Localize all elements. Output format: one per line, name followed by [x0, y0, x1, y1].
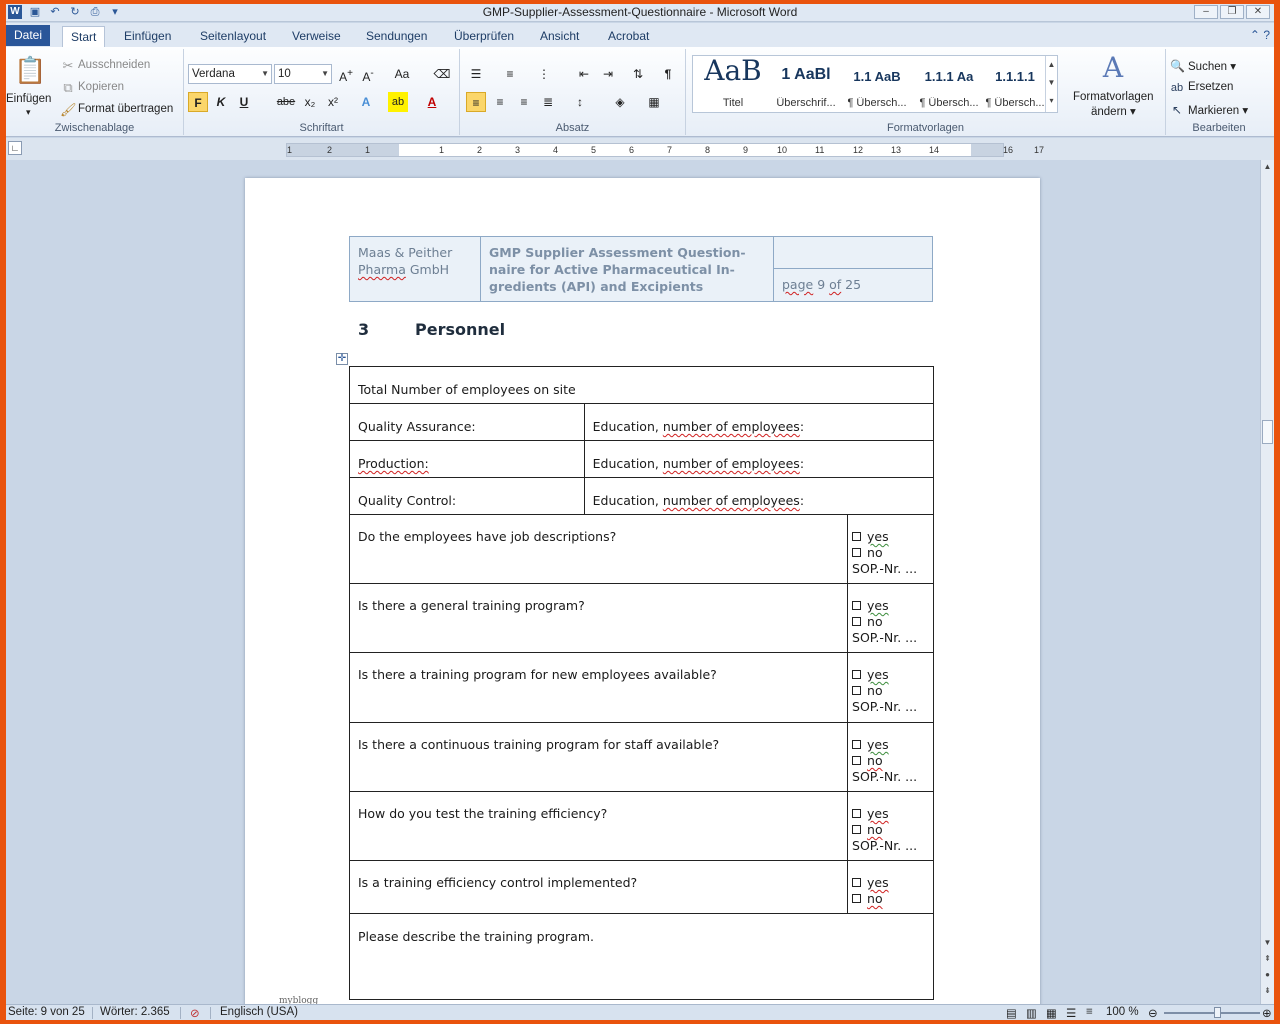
table-row	[350, 515, 934, 584]
answer-cell[interactable]: yes no	[848, 861, 934, 914]
checkbox[interactable]	[852, 756, 861, 765]
checkbox[interactable]	[852, 686, 861, 695]
shrink-font-icon[interactable]: A-	[362, 68, 374, 84]
print-layout-icon[interactable]: ▤	[1006, 1008, 1017, 1020]
align-right-icon[interactable]: ≡	[520, 95, 528, 109]
zoom-slider[interactable]	[1164, 1012, 1260, 1014]
cut-icon: ✂	[62, 58, 74, 73]
select-cursor-icon: ↖	[1171, 103, 1183, 117]
zoom-level[interactable]: 100 %	[1106, 1006, 1139, 1018]
chevron-down-icon: ▼	[321, 69, 329, 78]
shading-icon[interactable]: ◈	[615, 95, 625, 109]
table-row	[350, 584, 934, 653]
table-row	[350, 723, 934, 792]
group-label-editing: Bearbeiten	[1192, 122, 1246, 134]
styles-gallery	[692, 55, 1058, 113]
paste-dropdown-icon[interactable]: ▾	[26, 107, 31, 117]
align-left-icon[interactable]: ≡	[466, 92, 486, 112]
watermark: myblogg	[279, 996, 319, 1004]
answer-cell[interactable]: yes no SOP.-Nr. ...	[848, 653, 934, 723]
horizontal-ruler[interactable]: 1 2 1 1 2 3 4 5 6 7 8 9 10 11 12 13 14 16	[287, 145, 1014, 155]
status-bar	[6, 1004, 1274, 1020]
align-center-icon[interactable]: ≡	[496, 95, 504, 109]
header-page: page 9 of 25	[782, 277, 862, 292]
tab-insert[interactable]: Einfügen	[124, 29, 172, 43]
save-icon[interactable]: ▣	[29, 6, 41, 18]
group-label-clipboard: Zwischenablage	[54, 122, 135, 134]
superscript-button[interactable]: x²	[328, 95, 338, 109]
word-logo-icon[interactable]: W	[8, 5, 22, 19]
copy-button[interactable]: Kopieren	[78, 81, 125, 93]
decrease-indent-icon[interactable]: ⇤	[578, 67, 590, 81]
print-preview-icon[interactable]: ⎙	[90, 6, 100, 18]
tab-view[interactable]: Ansicht	[540, 29, 580, 43]
increase-indent-icon[interactable]: ⇥	[602, 67, 614, 81]
table-move-handle-icon[interactable]: ✛	[337, 353, 347, 364]
zoom-slider-knob[interactable]	[1214, 1007, 1221, 1018]
answer-cell[interactable]: yes no SOP.-Nr. ...	[848, 723, 934, 792]
scroll-thumb[interactable]	[1262, 420, 1273, 444]
checkbox[interactable]	[852, 601, 861, 610]
borders-icon[interactable]: ▦	[648, 95, 660, 109]
answer-cell[interactable]: yes no SOP.-Nr. ...	[848, 515, 934, 584]
paste-button[interactable]: Einfügen	[6, 93, 52, 105]
redo-icon[interactable]: ↻	[70, 6, 80, 18]
style-heading4[interactable]: 1.1.1.1 ¶ Übersch...	[985, 69, 1045, 109]
find-button[interactable]: Suchen ▾	[1188, 61, 1236, 73]
tab-references[interactable]: Verweise	[292, 29, 341, 43]
previous-page-icon[interactable]: ⇞	[1264, 954, 1271, 963]
dept-cell[interactable]: Quality Control:	[350, 478, 585, 515]
browse-object-icon[interactable]: ●	[1265, 970, 1270, 979]
checkbox[interactable]	[852, 894, 861, 903]
next-page-icon[interactable]: ⇟	[1264, 986, 1271, 995]
header-title: GMP Supplier Assessment Question-naire for Active Pharmaceutical In-gredients (API) and Excipients	[481, 237, 774, 301]
table-row	[350, 441, 934, 478]
show-formatting-icon[interactable]: ¶	[664, 67, 672, 81]
grow-font-icon[interactable]: A+	[339, 68, 353, 84]
table-row	[350, 792, 934, 861]
change-styles-button-line2[interactable]: ändern ▾	[1091, 106, 1136, 118]
italic-button[interactable]: K	[216, 95, 226, 109]
underline-button[interactable]: U	[239, 95, 249, 109]
paste-icon[interactable]: 📋	[14, 55, 47, 85]
section-heading: 3 Personnel	[358, 320, 506, 339]
table-row	[350, 653, 934, 723]
subscript-button[interactable]: x₂	[304, 95, 316, 109]
checkbox[interactable]	[852, 617, 861, 626]
customize-toolbar-icon[interactable]: ▾	[112, 6, 118, 18]
bullets-icon[interactable]: ☰	[470, 67, 482, 81]
personnel-table	[349, 366, 934, 1000]
full-screen-reading-icon[interactable]: ▥	[1026, 1008, 1037, 1020]
group-font	[184, 49, 460, 135]
style-heading1[interactable]: 1 AaBl Überschrif...	[776, 66, 836, 109]
group-paragraph	[460, 49, 686, 135]
document-page[interactable]	[245, 178, 1040, 1004]
justify-icon[interactable]: ≣	[542, 95, 554, 109]
question-cell[interactable]: How do you test the training efficiency?	[350, 792, 848, 861]
edu-cell[interactable]: Education, number of employees:	[584, 404, 933, 441]
checkbox[interactable]	[852, 825, 861, 834]
numbering-icon[interactable]: ≡	[506, 67, 514, 81]
title-bar	[6, 4, 1274, 22]
tab-review[interactable]: Überprüfen	[454, 29, 515, 43]
tab-mailings[interactable]: Sendungen	[366, 29, 428, 43]
group-editing	[1166, 49, 1272, 135]
minimize-ribbon-icon[interactable]: ⌃	[1249, 28, 1260, 42]
group-label-font: Schriftart	[299, 122, 344, 134]
draft-icon[interactable]: ≡	[1086, 1006, 1093, 1018]
multilevel-list-icon[interactable]: ⋮	[538, 67, 550, 81]
proofing-icon[interactable]: ⊘	[190, 1008, 200, 1020]
web-layout-icon[interactable]: ▦	[1046, 1008, 1057, 1020]
word-count[interactable]: Wörter: 2.365	[100, 1006, 170, 1018]
font-family-select[interactable]: Verdana ▼	[188, 64, 272, 84]
table-row	[350, 914, 934, 1000]
checkbox[interactable]	[852, 878, 861, 887]
outline-icon[interactable]: ☰	[1066, 1008, 1077, 1020]
styles-scroll[interactable]: ▲ ▼ ▾	[1045, 56, 1057, 112]
document-area[interactable]	[6, 160, 1260, 1004]
scroll-down-icon[interactable]: ▼	[1263, 938, 1272, 947]
question-cell[interactable]: Is there a continuous training program for staff available?	[350, 723, 848, 792]
window-title: GMP-Supplier-Assessment-Questionnaire - Microsoft Word	[482, 5, 798, 19]
describe-cell[interactable]: Please describe the training program.	[350, 914, 934, 1000]
scroll-up-icon[interactable]: ▲	[1263, 162, 1272, 171]
line-spacing-icon[interactable]: ↕	[577, 95, 583, 109]
chevron-down-icon: ▼	[261, 69, 269, 78]
tab-page-layout[interactable]: Seitenlayout	[200, 29, 267, 43]
question-cell[interactable]: Is there a general training program?	[350, 584, 848, 653]
dept-cell[interactable]: Production:	[350, 441, 585, 478]
minimize-button[interactable]: –	[1194, 5, 1218, 19]
tab-start[interactable]: Start	[62, 26, 105, 47]
dept-cell[interactable]: Quality Assurance:	[350, 404, 585, 441]
checkbox[interactable]	[852, 532, 861, 541]
ribbon-tabs	[6, 23, 1274, 47]
format-painter-button[interactable]: Format übertragen	[78, 103, 174, 115]
clear-formatting-icon[interactable]: ⌫	[433, 67, 451, 81]
answer-cell[interactable]: yes no SOP.-Nr. ...	[848, 584, 934, 653]
header-empty-cell	[774, 237, 932, 269]
checkbox[interactable]	[852, 670, 861, 679]
cut-button[interactable]: Ausschneiden	[78, 59, 151, 71]
question-cell[interactable]: Is a training efficiency control implemented?	[350, 861, 848, 914]
change-case-icon[interactable]: Aa	[394, 67, 410, 81]
group-clipboard	[6, 49, 184, 135]
checkbox[interactable]	[852, 809, 861, 818]
replace-icon: ab	[1170, 82, 1184, 94]
page-indicator[interactable]: Seite: 9 von 25	[8, 1006, 85, 1018]
replace-button[interactable]: Ersetzen	[1188, 81, 1234, 93]
checkbox[interactable]	[852, 548, 861, 557]
copy-icon: ⧉	[63, 80, 73, 95]
table-row	[350, 367, 934, 404]
change-styles-button[interactable]: Formatvorlagen	[1073, 91, 1154, 103]
strikethrough-button[interactable]: abe	[276, 96, 296, 108]
ruler-bar: ∟ 1 2 1 1 2 3 4 5 6 7 8 9 10 11 12 13 14 16 17	[6, 138, 1274, 160]
ribbon	[6, 47, 1274, 137]
style-heading3[interactable]: 1.1.1 Aa ¶ Übersch...	[919, 69, 979, 109]
bold-button[interactable]: F	[188, 92, 208, 112]
table-row	[350, 478, 934, 515]
answer-cell[interactable]: yes no SOP.-Nr. ...	[848, 792, 934, 861]
maximize-button[interactable]: ❐	[1220, 5, 1244, 19]
help-icon[interactable]: ?	[1263, 28, 1270, 42]
font-size-select[interactable]: 10 ▼	[274, 64, 332, 84]
zoom-out-icon[interactable]: ⊖	[1148, 1008, 1158, 1020]
font-color-icon[interactable]: A	[427, 95, 437, 109]
tab-acrobat[interactable]: Acrobat	[608, 29, 650, 43]
vertical-scrollbar[interactable]	[1260, 160, 1274, 1004]
change-styles-icon[interactable]: A	[1102, 51, 1124, 84]
text-effects-icon[interactable]: A	[361, 95, 371, 109]
find-icon: 🔍	[1170, 59, 1185, 73]
format-painter-icon: 🖌	[60, 102, 77, 117]
close-button[interactable]: ✕	[1246, 5, 1270, 19]
question-cell[interactable]: Is there a training program for new employees available?	[350, 653, 848, 723]
zoom-in-icon[interactable]: ⊕	[1262, 1008, 1272, 1020]
table-row	[350, 861, 934, 914]
tab-file[interactable]: Datei	[6, 25, 50, 46]
undo-icon[interactable]: ↶	[50, 6, 60, 18]
sort-icon[interactable]: ⇅	[632, 67, 644, 81]
style-title[interactable]: AaB Titel	[704, 54, 762, 109]
group-label-paragraph: Absatz	[555, 122, 590, 134]
word-window	[6, 4, 1274, 1020]
edu-cell[interactable]: Education, number of employees:	[584, 441, 933, 478]
style-heading2[interactable]: 1.1 AaB ¶ Übersch...	[847, 69, 907, 109]
select-button[interactable]: Markieren ▾	[1188, 105, 1249, 117]
language-indicator[interactable]: Englisch (USA)	[220, 1006, 298, 1018]
question-cell[interactable]: Do the employees have job descriptions?	[350, 515, 848, 584]
edu-cell[interactable]: Education, number of employees:	[584, 478, 933, 515]
header-company: Maas & Peither Pharma GmbH	[350, 237, 481, 301]
page-header-table	[349, 236, 933, 302]
total-employees-cell[interactable]: Total Number of employees on site	[350, 367, 934, 404]
group-label-styles: Formatvorlagen	[886, 122, 965, 134]
highlight-icon[interactable]: ab	[388, 92, 408, 112]
tab-selector-icon[interactable]: ∟	[8, 141, 22, 155]
checkbox[interactable]	[852, 740, 861, 749]
table-row	[350, 404, 934, 441]
